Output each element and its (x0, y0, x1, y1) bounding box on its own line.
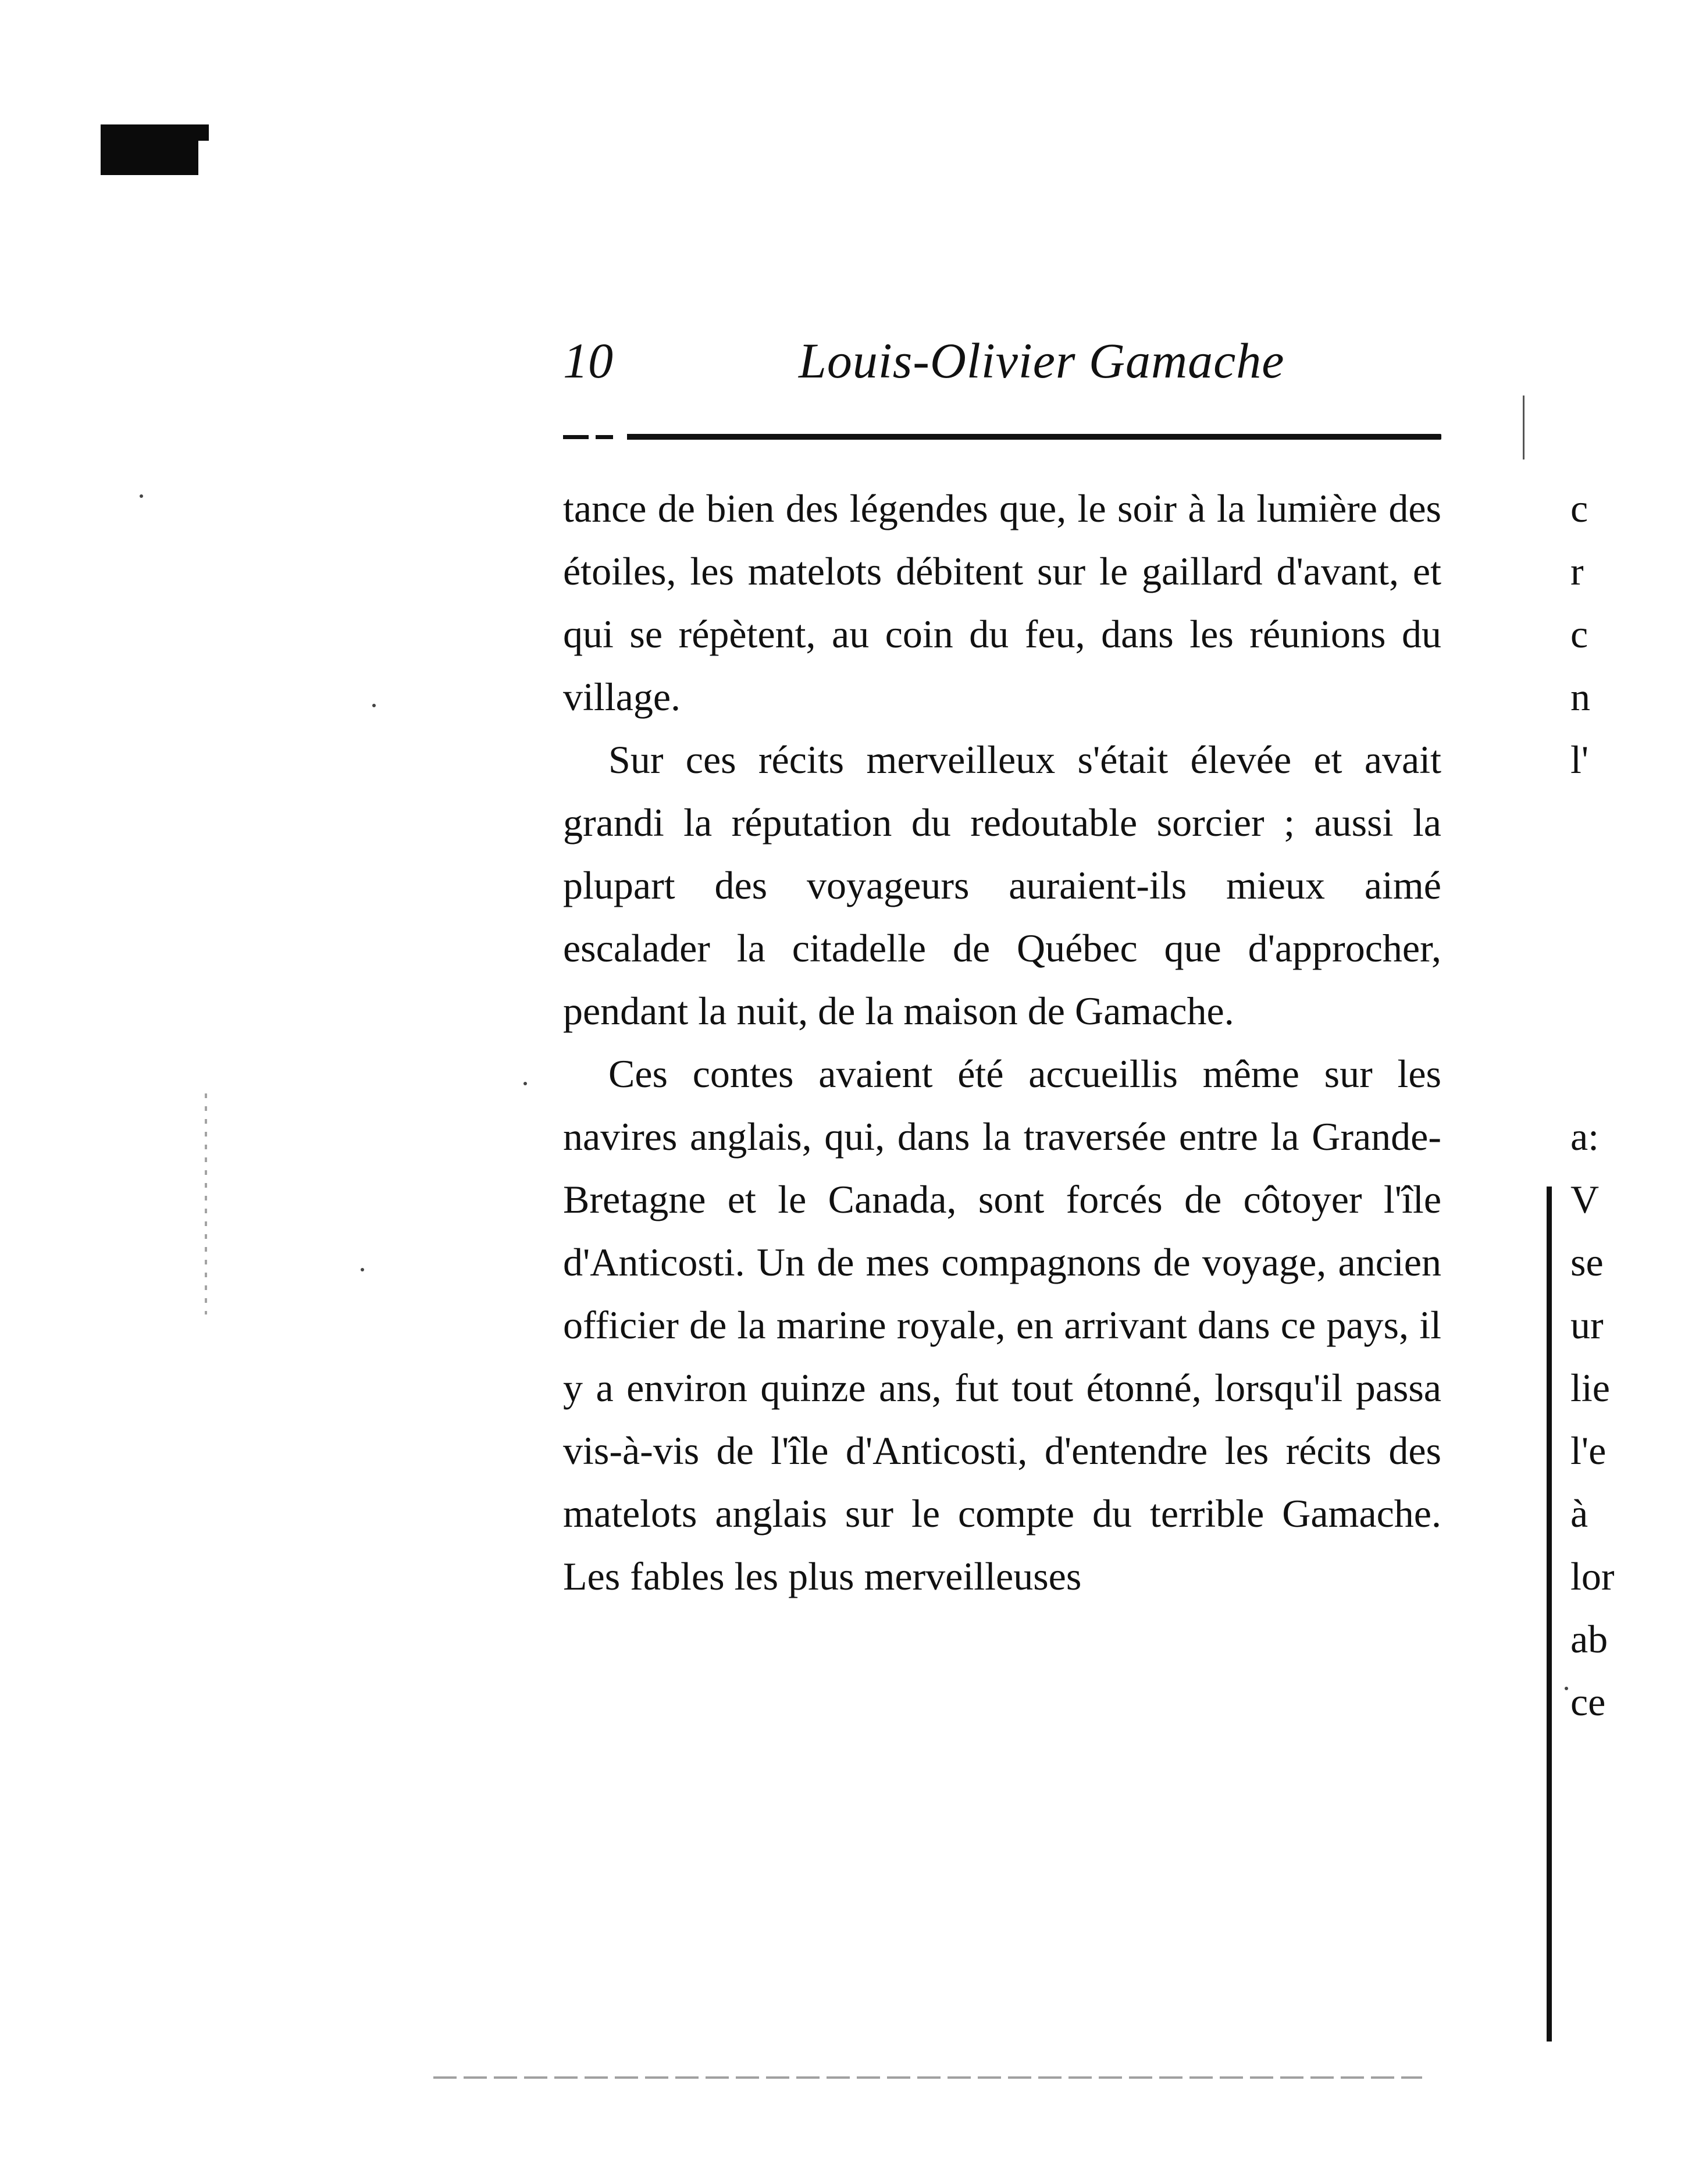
paragraph-2: Sur ces récits merveilleux s'était élevée et avait grandi la réputation du redoutable sorcier ; aussi la plupart des voyageurs auraient-ils mieux aimé escalader la citadelle de Québec que d'approcher, pendant la nuit, de la maison de Gamache. (563, 737, 1441, 1033)
running-title: Louis-Olivier Gamache (799, 333, 1285, 389)
bleed-fragment: se (1570, 1240, 1604, 1284)
body-text (563, 477, 1441, 1608)
bleed-fragment: lor (1570, 1554, 1615, 1598)
bleed-fragment (1570, 979, 1699, 1042)
bleed-fragment: ur (1570, 1303, 1604, 1347)
paragraph-1: tance de bien des légendes que, le soir à la lumière des étoiles, les matelots débitent sur le gaillard d'avant, et qui se répètent, au coin du feu, dans les réunions du village. (563, 486, 1441, 719)
bleed-fragment (1570, 854, 1699, 917)
scan-speck (372, 704, 376, 707)
bleed-fragment: lie (1570, 1366, 1610, 1410)
adjacent-page-gutter-rule (1547, 1187, 1552, 2042)
bleed-fragment: c (1570, 486, 1588, 530)
scan-bottom-line (433, 2076, 1422, 2079)
scan-speck (523, 1082, 527, 1085)
header-rule-ornament (563, 434, 627, 440)
bleed-fragment: l' (1570, 737, 1589, 782)
bleed-fragment: a: (1570, 1114, 1600, 1159)
bleed-fragment (1570, 791, 1699, 854)
page-number: 10 (563, 333, 613, 389)
bleed-fragment (1570, 917, 1699, 979)
bleed-fragment: l'e (1570, 1428, 1607, 1473)
bleed-fragment (1570, 1042, 1699, 1105)
scan-dust-left-margin (205, 1093, 207, 1314)
bleed-fragment: r (1570, 549, 1584, 593)
bleed-fragment: ce (1570, 1680, 1606, 1724)
adjacent-page-gutter-mark (1523, 396, 1525, 459)
header-rule (563, 434, 1441, 440)
bleed-fragment: V (1570, 1177, 1600, 1221)
running-head (563, 326, 1441, 396)
bleed-fragment: à (1570, 1491, 1588, 1535)
paragraph-3: Ces contes avaient été accueillis même sur les navires anglais, qui, dans la traversée entre la Grande-Bretagne et le Canada, sont forcés de côtoyer l'île d'Anticosti. Un de mes compagnons de voyage, ancien officier de la marine royale, en arrivant dans ce pays, il y a environ quinze ans, fut tout étonné, lorsqu'il passa vis-à-vis de l'île d'Anticosti, d'entendre les récits des matelots anglais sur le compte du terrible Gamache. Les fables les plus merveilleuses (563, 1052, 1441, 1598)
scan-artifact-block (101, 124, 198, 175)
bleed-fragment: c (1570, 612, 1588, 656)
adjacent-page-fragments (1570, 477, 1699, 1733)
scan-speck (1565, 1687, 1568, 1690)
bleed-fragment: ab (1570, 1617, 1608, 1661)
scan-speck (361, 1268, 364, 1271)
bleed-fragment: n (1570, 675, 1590, 719)
scan-speck (140, 494, 143, 498)
